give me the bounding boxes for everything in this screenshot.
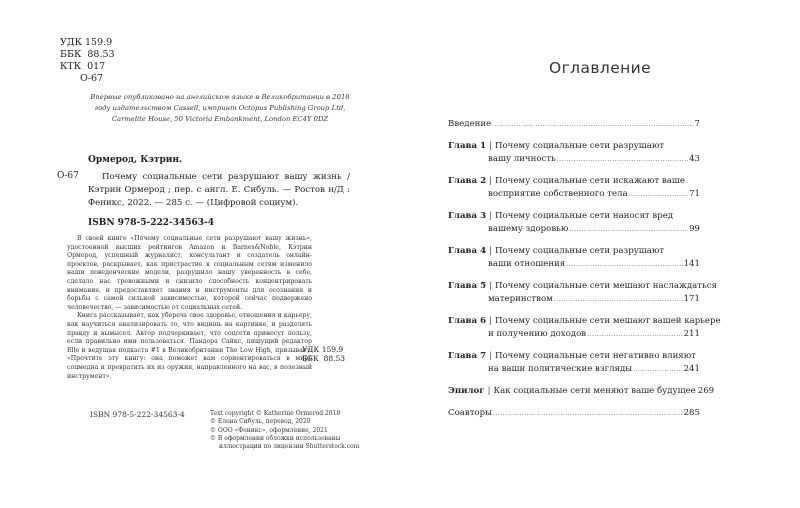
toc-entry-title-cont: на ваши политические взгляды [488,364,633,374]
toc-entry-title: Почему социальные сети разрушают [494,246,665,256]
toc-line [448,153,700,166]
toc-page-number: 241 [683,364,700,374]
toc-entry[interactable] [448,175,700,201]
udk-code-bottom: УДК 159.9 [302,345,344,354]
copyright-line: © В оформлении обложки использованы [210,434,341,442]
contents-page [400,0,800,508]
toc-line [448,140,700,153]
toc-leader-dots [633,363,682,376]
toc-leader-dots [587,328,682,341]
copyright-line: © ООО «Феникс», оформление, 2021 [210,426,328,434]
udk-code: УДК 159.9 [60,37,113,48]
toc-line [448,258,700,271]
bibliographic-description: Почему социальные сети разрушают вашу жизнь / Кэтрин Ормерод ; пер. с англ. Е. Сибуль. — Ростов н/Д : Феникс, 2022. — 285 с. — (Цифровой социум). [88,172,350,208]
copyright-block [210,410,359,451]
author-heading: Ормерод, Кэтрин. [88,155,183,165]
toc-line [448,175,700,188]
copyright-line: Text copyright © Katherine Ormerod 2018 [210,410,341,417]
toc-chapter-label: Глава 5 [448,281,487,291]
toc-page-number: 7 [694,119,700,129]
isbn-footer: ISBN 978-5-222-34563-4 [90,410,185,419]
toc-line [448,407,700,420]
toc-leader-dots [492,118,693,131]
classification-codes-bottom [302,345,345,363]
toc-leader-dots [554,293,683,306]
toc-page-number: 71 [689,189,700,199]
table-of-contents [448,118,721,429]
toc-chapter-label: Глава 6 [448,316,487,326]
toc-entry[interactable] [448,210,700,236]
toc-entry-title: Почему социальные сети негативно влияют [494,351,696,361]
toc-entry[interactable] [448,118,700,131]
bbk-code: ББК 88.53 [60,49,115,60]
toc-entry-title: Почему социальные сети мешают вашей карьере [494,316,721,326]
toc-line [448,188,700,201]
toc-entry-title: Почему социальные сети наносят вред [494,211,674,221]
toc-line [448,328,700,341]
toc-entry[interactable] [448,385,715,398]
toc-chapter-label: Глава 3 [448,211,487,221]
bbk-code-bottom: ББК 88.53 [302,354,346,363]
toc-separator: | [487,386,491,396]
toc-page-number: 211 [683,329,700,339]
toc-entry-title-cont: вашу личность [488,154,556,164]
author-mark: О-67 [80,73,104,84]
toc-chapter-label: Глава 1 [448,141,487,151]
toc-page-number: 43 [689,154,700,164]
toc-entry-title: Соавторы [448,408,492,418]
toc-separator: | [489,246,492,256]
toc-entry-title-cont: восприятие собственного тела [488,189,628,199]
annotation-paragraph: В своей книге «Почему социальные сети разрушают вашу жизнь», удостоенной высших рейтингов Amazon и Barnes&Noble, Кэтрин Ормерод, успешный журналист, консультант и создатель онлайн-проектов, раскрывает, как пристрастие к социальным сетям изменило наши поведенческие модели, разрушило нашу уверенность в себе, сделало нас тревожными и снизило способность концентрировать внимание, и предоставляет знания и инструменты для осознания и борьбы с самой сильной зависимостью, которой сейчас подвержено человечество, — зависимостью от социальных сетей. [67,235,312,311]
toc-entry[interactable] [448,315,721,341]
toc-chapter-label: Эпилог [448,386,485,396]
toc-entry-title-cont: вашему здоровью [488,224,569,234]
toc-entry[interactable] [448,350,700,376]
toc-page-number: 99 [689,224,700,234]
copyright-line: иллюстрации по лицензии Shutterstock.com [219,443,360,451]
ktk-code: КТК 017 [60,61,106,72]
toc-leader-dots [557,153,688,166]
toc-page-number: 141 [683,259,700,269]
annotation-paragraph: Книга рассказывает, как уберечь свое здоровье, отношения и карьеру, как научиться анализировать то, что видишь на картинке, и разделять правду и вымысел. Автор подчеркивает, что соцсети принесут пользу, если правильно ими пользоваться. Пандора Сайкс, пишущий редактор Elle и ведущая подкаста #1 в Великобритании The Low High, призывает: «Прочтите эту книгу: она поможет вам сориентироваться в мире соцмедиа и превратить их из оружия, направленного на вас, в полезный инструмент». [67,312,312,380]
annotation [67,235,312,381]
toc-separator: | [489,316,492,326]
toc-page-number: 171 [683,294,700,304]
toc-entry-title: Почему социальные сети искажают ваше [494,176,685,186]
toc-entry-title: Почему социальные сети разрушают [494,141,665,151]
toc-entry[interactable] [448,245,700,271]
toc-chapter-label: Глава 4 [448,246,487,256]
toc-line [448,315,721,328]
toc-line [448,363,700,376]
toc-line [448,280,717,293]
toc-entry-title: Почему социальные сети мешают наслаждаться [494,281,717,291]
toc-line [448,350,700,363]
toc-line [448,385,715,398]
toc-entry-title: Введение [448,119,492,129]
toc-separator: | [489,141,492,151]
toc-page-number: 269 [697,386,715,396]
toc-separator: | [489,281,492,291]
toc-separator: | [489,211,492,221]
toc-chapter-label: Глава 7 [448,351,487,361]
toc-line [448,293,700,306]
classification-codes [60,37,115,85]
toc-entry[interactable] [448,407,700,420]
toc-entry-title-cont: ваши отношения [488,259,566,269]
toc-leader-dots [629,188,688,201]
bib-author-mark: О-67 [57,171,79,181]
toc-line [448,223,700,236]
page-title: Оглавление [549,59,652,77]
toc-entry-title-cont: и получению доходов [488,329,587,339]
toc-separator: | [489,351,492,361]
toc-entry[interactable] [448,140,700,166]
toc-line [448,118,700,131]
toc-page-number: 285 [683,408,700,418]
toc-separator: | [489,176,492,186]
copyright-line: © Елена Сибуль, перевод, 2020 [210,418,311,426]
first-published-note: Впервые опубликовано на английском языке в Великобритании в 2018 году издательством Cassell, импринт Octopus Publishing Group Ltd, Carmelite House, 50 Victoria Embankment, London EC4Y 0DZ [90,93,350,123]
isbn-main: ISBN 978-5-222-34563-4 [88,218,215,228]
toc-chapter-label: Глава 2 [448,176,487,186]
toc-entry[interactable] [448,280,717,306]
toc-leader-dots [493,407,683,420]
toc-leader-dots [569,223,688,236]
toc-line [448,245,700,258]
toc-entry-title-cont: материнством [488,294,553,304]
toc-entry-title: Как социальные сети меняют ваше будущее [493,386,696,396]
toc-leader-dots [566,258,682,271]
toc-line [448,210,700,223]
